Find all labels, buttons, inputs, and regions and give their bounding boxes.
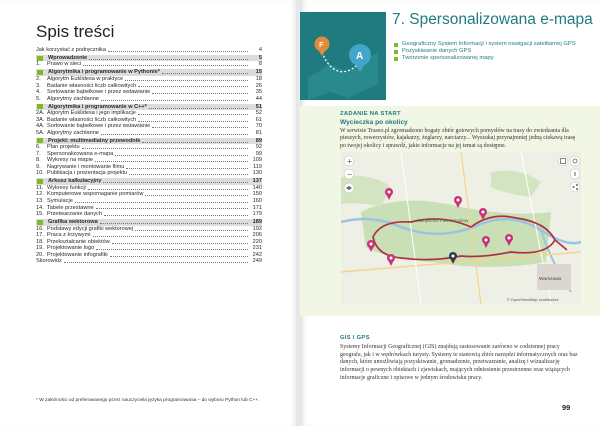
fullscreen-icon[interactable] — [558, 156, 568, 166]
toc-page: 51 — [255, 103, 262, 110]
toc-page: 52 — [255, 110, 262, 117]
toc-number: 5. — [36, 95, 41, 102]
toc-number: 9. — [36, 163, 41, 170]
toc-label: Wprowadzenie — [48, 54, 88, 61]
task-title: Wycieczka po okolicy — [340, 119, 408, 126]
toc-label: Plan projektu — [47, 144, 80, 151]
toc-number: 3. — [36, 82, 41, 89]
toc-leader — [83, 65, 248, 66]
toc-leader — [101, 134, 248, 135]
toc-leader — [152, 127, 248, 128]
toc-number: 17. — [36, 232, 44, 239]
toc-leader — [95, 161, 248, 162]
toc-label: Jak korzystać z podręcznika — [36, 47, 106, 53]
toc-leader — [145, 195, 248, 196]
toc-page: 15 — [255, 69, 262, 76]
toc-entry[interactable] — [36, 47, 262, 54]
toc-page: 18 — [255, 75, 262, 82]
toc-leader — [115, 155, 248, 156]
toc-leader — [138, 86, 248, 87]
toc-number: 2A. — [36, 110, 45, 117]
toc-label: Algorytmy zachłanne — [47, 129, 99, 136]
toc-leader — [138, 114, 248, 115]
toc-number: 7. — [36, 150, 41, 157]
toc-number: 18. — [36, 238, 44, 245]
toc-page: 26 — [255, 82, 262, 89]
toc-page: 99 — [255, 150, 262, 157]
toc-page: 109 — [252, 157, 262, 164]
toc-page: 189 — [252, 219, 262, 226]
chapter-square-icon — [37, 179, 43, 184]
chapter-title: 7. Spersonalizowana e-mapa — [392, 11, 593, 28]
toc-page: 81 — [255, 129, 262, 136]
task-text: W serwisie Traseo.pl zgromadzono bogaty zbiór gotowych pomysłów na trasy do zwiedzania dla pieszych, rowerzystów, kajakarzy, żeglarzy, narciarzy... Wyszukaj przynajmniej jedną ciekawą trasę po twojej okolicy i sprawdź, jakie informacje na jej temat są dostępne. — [340, 128, 576, 149]
toc-label: Grafika wektorowa — [48, 219, 98, 226]
route-map[interactable] — [341, 152, 581, 304]
toc-label: Tabele przestawne — [47, 204, 94, 211]
chapter-square-icon — [37, 138, 43, 143]
toc-page: 140 — [252, 184, 262, 191]
toc-label: Algorytmy zachłanne — [47, 95, 99, 102]
gis-kicker: GIS I GPS — [340, 335, 370, 341]
toc-label: Wykresy funkcji — [47, 184, 86, 191]
toc-page: 249 — [252, 258, 262, 265]
toc-label: Projektowanie logo — [47, 245, 95, 252]
toc-label: Prawo w sieci — [47, 61, 82, 68]
toc-label: Symulacje — [47, 197, 73, 204]
toc-page: 8 — [258, 61, 262, 68]
toc-page: 5 — [258, 54, 262, 61]
chapter-square-icon — [37, 104, 43, 109]
svg-text:+: + — [346, 157, 353, 166]
info-icon[interactable] — [570, 169, 580, 179]
toc-list — [36, 47, 262, 265]
toc-page: 89 — [255, 137, 262, 144]
toc-page: 220 — [252, 238, 262, 245]
share-icon[interactable] — [570, 182, 580, 192]
toc-leader — [112, 243, 248, 244]
toc-label: Przekształcanie obiektów — [47, 238, 110, 245]
toc-number: 16. — [36, 225, 44, 232]
page-number: 99 — [562, 403, 571, 412]
toc-label: Badanie własności liczb całkowitych — [47, 82, 137, 89]
toc-entry[interactable] — [36, 211, 262, 218]
chapter-square-icon — [37, 70, 43, 75]
toc-leader — [108, 51, 248, 52]
toc-label: Praca z krzywymi — [47, 232, 91, 239]
toc-page: 61 — [255, 116, 262, 123]
bullet-text: Tworzenie spersonalizowanej mapy — [402, 55, 494, 62]
toc-leader — [125, 80, 248, 81]
toc-number: 3A. — [36, 116, 45, 123]
toc-leader — [93, 236, 248, 237]
toc-page: 44 — [255, 95, 262, 102]
toc-page: 179 — [252, 211, 262, 218]
toc-page: 92 — [255, 144, 262, 151]
toc-leader — [103, 182, 248, 183]
toc-label: Podstawy edycji grafiki wektorowej — [47, 225, 134, 232]
task-kicker: ZADANIE NA START — [340, 111, 401, 117]
toc-label: Przetwarzanie danych — [47, 211, 103, 218]
toc-label: Komputerowe wspomaganie pomiarów — [47, 191, 144, 198]
toc-label: Sortowanie bąbelkowe i przez wstawianie — [47, 123, 151, 130]
toc-leader — [135, 230, 248, 231]
chapter-square-icon — [37, 56, 43, 61]
toc-page: 231 — [252, 245, 262, 252]
svg-text:−: − — [346, 170, 353, 179]
left-page — [0, 0, 298, 426]
toc-page: 130 — [252, 170, 262, 177]
toc-page: 4 — [258, 47, 262, 53]
toc-title: Spis treści — [36, 22, 115, 41]
chapter-bullet — [394, 48, 592, 55]
toc-leader — [82, 148, 248, 149]
toc-leader — [149, 108, 248, 109]
city-label: Warszawa — [539, 277, 562, 282]
toc-number: 2. — [36, 75, 41, 82]
toc-leader — [104, 215, 248, 216]
chapter-bullets — [394, 41, 592, 63]
toc-entry[interactable] — [36, 96, 262, 103]
toc-label: Algorytm Euklidesa w praktyce — [47, 75, 124, 82]
right-page — [300, 0, 600, 426]
map-route-icon — [300, 12, 386, 100]
toc-page: 171 — [252, 204, 262, 211]
svg-text:A: A — [356, 51, 364, 62]
toc-number: 20. — [36, 251, 44, 258]
toc-leader — [129, 174, 248, 175]
toc-leader — [110, 256, 248, 257]
chapter-bullet — [394, 55, 592, 62]
bullet-square-icon — [394, 57, 398, 61]
toc-leader — [126, 168, 248, 169]
toc-label: Publikacja i prezentacja projektu — [47, 170, 128, 177]
map-credit: © OpenStreetMap contributors — [507, 298, 559, 302]
settings-icon[interactable] — [570, 156, 580, 166]
toc-entry[interactable] — [36, 170, 262, 177]
chapter-header — [300, 0, 600, 108]
toc-label: Projekt: multimedialny przewodnik — [48, 137, 141, 144]
zoom-in-button[interactable] — [344, 156, 354, 166]
bullet-text: Geograficzny System Informacji i system nawigacji satelitarnej GPS — [402, 41, 576, 47]
toc-page: 192 — [252, 225, 262, 232]
svg-text:F: F — [319, 40, 324, 49]
toc-label: Algorytm Euklidesa i jego implikacje — [47, 110, 136, 117]
toc-number: 12. — [36, 191, 44, 198]
toc-number: 11. — [36, 184, 44, 191]
toc-label: Wykresy na mapie — [47, 157, 93, 164]
chapter-bullet — [394, 41, 592, 48]
bullet-square-icon — [394, 50, 398, 54]
toc-page: 160 — [252, 197, 262, 204]
toc-number: 1. — [36, 61, 41, 68]
toc-number: 14. — [36, 204, 44, 211]
toc-label: Projektowanie infografiki — [47, 251, 108, 258]
toc-leader — [96, 249, 248, 250]
toc-label: Arkusz kalkulacyjny — [48, 178, 102, 185]
toc-page: 137 — [252, 178, 262, 185]
toc-label: Badanie własności liczb całkowitych — [47, 116, 137, 123]
toc-number: 8. — [36, 157, 41, 164]
toc-leader — [64, 262, 248, 263]
toc-entry[interactable] — [36, 258, 262, 265]
toc-label: Sortowanie bąbelkowe i przez wstawianie — [47, 89, 151, 96]
toc-leader — [101, 100, 248, 101]
toc-leader — [138, 121, 248, 122]
toc-leader — [142, 142, 248, 143]
toc-page: 119 — [253, 163, 262, 170]
layers-icon[interactable] — [344, 183, 354, 193]
toc-number: 15. — [36, 211, 44, 218]
footnote: * W zależności od preferowanego przez nauczyciela języka programowania – do wyboru Python lub C++. — [36, 398, 260, 403]
zoom-out-button[interactable] — [344, 169, 354, 179]
toc-number: 19. — [36, 245, 44, 252]
toc-page: 206 — [252, 232, 262, 239]
toc-label: Skorowidz — [36, 258, 62, 265]
gis-text: Systemy Informacji Geograficznej (GIS) znajdują zastosowanie zarówno w codziennej pracy geografa, jak i w wędrówkach turysty. Systemy te stanowią zbiór narzędzi informatycznych oraz baz danych, które umożliwiają pozyskiwanie, gromadzenie, przetwarzanie, analizę i wizualizację informacji o pewnych obiektach i zjawiskach, mających odniesienie przestrzenne oraz wiążących informacje graficzne i opisowe w jednym środowisku pracy. — [340, 344, 578, 381]
toc-number: 4A. — [36, 123, 45, 130]
toc-number: 10. — [36, 170, 44, 177]
toc-page: 150 — [252, 191, 262, 198]
toc-leader — [88, 189, 248, 190]
toc-page: 242 — [252, 251, 262, 258]
chapter-square-icon — [37, 220, 43, 225]
toc-leader — [152, 93, 248, 94]
bullet-square-icon — [394, 43, 398, 47]
toc-label: Spersonalizowana e-mapa — [47, 150, 114, 157]
toc-page: 35 — [255, 89, 262, 96]
toc-label: Nagrywanie i montowanie filmu — [47, 163, 125, 170]
toc-leader — [96, 208, 248, 209]
toc-label: Algorytmika i programowanie w C++* — [48, 103, 147, 110]
toc-number: 6. — [36, 144, 41, 151]
toc-leader — [75, 202, 248, 203]
toc-leader — [162, 73, 248, 74]
toc-number: 5A. — [36, 129, 45, 136]
toc-number: 4. — [36, 89, 41, 96]
toc-leader — [100, 223, 248, 224]
toc-leader — [89, 59, 248, 60]
toc-number: 13. — [36, 197, 44, 204]
toc-entry[interactable] — [36, 130, 262, 137]
bullet-text: Pozyskiwanie danych GPS — [402, 48, 472, 55]
toc-label: Algorytmika i programowanie w Pythonie* — [48, 69, 160, 76]
toc-page: 70 — [255, 123, 262, 130]
park-label: Kampinoski Park Narodowy — [417, 218, 469, 223]
toc-entry[interactable] — [36, 61, 262, 68]
